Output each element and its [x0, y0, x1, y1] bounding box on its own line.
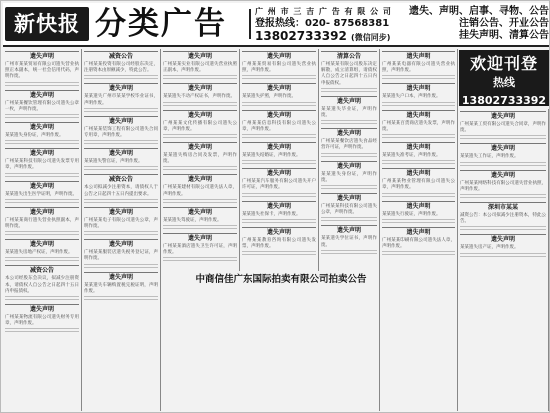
ad-text-lines [321, 217, 377, 222]
ad-body: 某某遗失结婚证，声明作废。 [242, 153, 301, 159]
classified-ad [163, 51, 237, 80]
ad-text-lines [382, 193, 455, 198]
classified-ad [5, 51, 79, 87]
ad-body: 广州某某实业有限公司遗失营业执照正副本，声明作废。 [163, 62, 237, 74]
ad-text-lines [5, 140, 79, 145]
ad-text-lines [5, 173, 79, 178]
ad-body: 广州某某酒店遗失卫生许可证，声明作废。 [163, 244, 237, 256]
ad-text-lines [5, 199, 79, 204]
classified-ad [163, 142, 237, 171]
ad-text-lines [5, 231, 79, 236]
classified-ad [242, 168, 316, 197]
ad-title: 遗失声明 [382, 51, 455, 61]
ad-text-lines [460, 226, 546, 231]
ad-title: 遗失声明 [163, 207, 237, 217]
ad-text-lines [242, 219, 316, 224]
classified-ad [5, 304, 79, 333]
classified-ad [242, 227, 316, 256]
categories-line-2: 注销公告、开业公告 [459, 18, 549, 29]
ad-title: 遗失声明 [84, 116, 158, 126]
ad-title: 遗失声明 [242, 110, 316, 120]
ad-title: 遗失声明 [84, 148, 158, 158]
ad-column [380, 49, 458, 411]
classified-ad [84, 272, 158, 301]
classified-ad [5, 239, 79, 262]
ad-title: 深圳市某某 [460, 202, 546, 212]
ad-body: 广州某某有限公司股东决定解散，成立清算组，请债权人自公告之日起四十五日内申报债权。 [321, 62, 377, 86]
ad-text-lines [460, 162, 546, 167]
ad-title: 遗失声明 [460, 170, 546, 180]
mobile-note: (微信同步) [351, 33, 391, 42]
ad-text-lines [242, 75, 316, 80]
categories-line-1: 遗失、声明、启事、寻物、公告 [409, 6, 549, 17]
ad-text-lines [382, 160, 455, 165]
classified-ad [321, 193, 377, 222]
ad-body: 广州某某餐饮店遗失食品经营许可证，声明作废。 [321, 139, 377, 151]
ad-body: 某某遗失行驶证，声明作废。 [382, 211, 441, 217]
ad-body: 某某遗失毕业证，声明作废。 [321, 106, 377, 119]
ad-text-lines [242, 102, 316, 107]
ad-text-lines [163, 199, 237, 204]
hotline-label: 登报热线： [255, 18, 305, 29]
ad-body: 某某遗失广州市某某学校毕业证书，声明作废。 [84, 94, 158, 106]
ad-text-lines [84, 199, 158, 204]
ad-column [240, 49, 319, 271]
ad-text-lines [242, 160, 316, 165]
masthead-divider [249, 9, 251, 39]
auction-notice-heading: 中商信佳广东国际拍卖有限公司拍卖公告 [191, 271, 371, 285]
ad-body: 某某遗失购房合同及发票，声明作废。 [163, 153, 237, 165]
classified-ad [163, 110, 237, 139]
ad-body: 某某遗失社保卡，声明作废。 [242, 211, 301, 217]
ad-body: 广州某某电器有限公司遗失营业执照，声明作废。 [382, 62, 455, 74]
ad-body: 某某遗失房地产权证，声明作废。 [5, 250, 73, 256]
ad-title: 清算公告 [321, 51, 377, 61]
classified-ad [242, 201, 316, 224]
ad-text-lines [84, 75, 158, 80]
ad-text-lines [5, 296, 79, 301]
ad-title: 遗失声明 [84, 239, 158, 249]
ad-title: 遗失声明 [5, 90, 79, 100]
classified-ad [84, 174, 158, 203]
ad-body: 减资公告：本公司拟减少注册资本，特此公告。 [460, 213, 546, 225]
promo-welcome: 欢迎刊登 [469, 54, 538, 73]
ad-body: 某某遗失护照，声明作废。 [242, 94, 296, 100]
ad-body: 广州某某装饰工程有限公司遗失合同专用章，声明作废。 [84, 126, 158, 139]
ad-text-lines [382, 102, 455, 107]
ad-title: 遗失声明 [163, 142, 237, 152]
classified-ad [84, 51, 158, 80]
classified-ad [460, 170, 546, 199]
ad-body: 某某遗失户口本，声明作废。 [382, 94, 441, 100]
classified-ad [460, 111, 546, 140]
ad-text-lines [382, 251, 455, 256]
classified-ad [460, 234, 546, 257]
ad-title: 遗失声明 [163, 174, 237, 184]
classified-ad [5, 207, 79, 236]
ad-body: 某某遗失房产证，声明作废。 [460, 245, 519, 251]
ad-title: 遗失声明 [321, 128, 377, 138]
ad-title: 遗失声明 [163, 51, 237, 61]
classified-ad [460, 143, 546, 166]
ad-title: 遗失声明 [321, 96, 377, 106]
ad-text-lines [163, 134, 237, 139]
classified-ad [242, 110, 316, 139]
ad-text-lines [382, 219, 455, 224]
ad-text-lines [242, 134, 316, 139]
classified-ad [242, 83, 316, 106]
ad-body: 广州某某文化传播有限公司遗失公章，声明作废。 [163, 120, 237, 132]
classified-ad [321, 51, 377, 93]
ad-text-lines [84, 108, 158, 113]
ad-body: 某某遗失驾驶证，声明作废。 [163, 217, 222, 223]
ad-body: 某某遗失工作证，声明作废。 [460, 154, 519, 160]
ad-title: 遗失声明 [163, 83, 237, 93]
newspaper-logo: 新快报 [5, 7, 89, 41]
ad-title: 遗失声明 [382, 142, 455, 152]
categories-line-3: 挂失声明、清算公告 [459, 30, 549, 41]
classified-ad [242, 142, 316, 165]
ad-body: 某某遗失准考证，声明作废。 [382, 153, 441, 159]
ad-body: 某某遗失车辆购置税完税证明，声明作废。 [84, 282, 158, 294]
ad-title: 减资公告 [84, 174, 158, 184]
ad-title: 遗失声明 [5, 181, 79, 191]
ad-column [161, 49, 240, 271]
ad-title: 遗失声明 [84, 83, 158, 93]
ad-title: 遗失声明 [5, 122, 79, 132]
ad-title: 遗失声明 [382, 110, 455, 120]
ad-body: 广州某某印刷有限公司遗失法人章，声明作废。 [382, 237, 455, 250]
ad-body: 广州某某商行遗失营业执照副本，声明作废。 [5, 217, 79, 230]
mobile-line [255, 30, 405, 44]
ad-title: 遗失声明 [242, 227, 316, 237]
classified-ad [321, 96, 377, 125]
ad-text-lines [5, 328, 79, 333]
ad-text-lines [84, 264, 158, 269]
ad-text-lines [242, 193, 316, 198]
ad-text-lines [460, 194, 546, 199]
ad-text-lines [163, 225, 237, 230]
ad-title: 遗失声明 [321, 225, 377, 235]
classified-ad [84, 239, 158, 268]
ad-body: 广州某某教育咨询有限公司遗失发票，声明作废。 [242, 237, 316, 250]
ad-text-lines [84, 296, 158, 301]
ad-text-lines [382, 134, 455, 139]
ad-title: 遗失声明 [242, 83, 316, 93]
ad-categories [407, 6, 549, 42]
ad-title: 遗失声明 [242, 201, 316, 211]
ad-column [458, 109, 549, 411]
ad-body: 本公司拟减少注册资本，请债权人于公告之日起四十五日内提出要求。 [84, 185, 158, 197]
ad-text-lines [321, 185, 377, 190]
ad-title: 遗失声明 [242, 142, 316, 152]
ad-body: 某某遗失不动产权证书，声明作废。 [163, 94, 235, 100]
ad-text-lines [321, 88, 377, 93]
ad-text-lines [5, 114, 79, 119]
ad-text-lines [321, 120, 377, 125]
promo-box [459, 50, 549, 106]
ad-text-lines [163, 75, 237, 80]
ad-title: 遗失声明 [460, 234, 546, 244]
classified-ad [382, 83, 455, 106]
ad-text-lines [84, 166, 158, 171]
ad-title: 遗失声明 [382, 83, 455, 93]
classified-ad [163, 233, 237, 262]
classified-ad [382, 110, 455, 139]
classified-ad [460, 202, 546, 231]
ad-title: 遗失声明 [5, 207, 79, 217]
ad-body: 广州某某工贸有限公司遗失合同章，声明作废。 [460, 122, 546, 134]
ad-title: 遗失声明 [242, 51, 316, 61]
ad-text-lines [242, 251, 316, 256]
ad-body: 广州某某物业管理有限公司遗失公章，声明作废。 [382, 179, 455, 191]
ad-column [3, 49, 82, 411]
classified-ad [321, 161, 377, 190]
classified-ad [5, 265, 79, 301]
page-title: 分类广告 [95, 6, 227, 42]
classified-ad [163, 83, 237, 106]
ad-body: 广州某某汽车服务有限公司遗失开户许可证，声明作废。 [242, 179, 316, 191]
ad-title: 遗失声明 [382, 168, 455, 178]
ad-text-lines [84, 140, 158, 145]
ad-text-lines [460, 135, 546, 140]
classified-ad [5, 90, 79, 119]
classified-ad [242, 51, 316, 80]
ad-body: 广州某某投资有限公司经股东决定，注册资本由原额减少，特此公告。 [84, 62, 158, 74]
classified-ad [84, 83, 158, 112]
ad-body: 广州某某信息科技有限公司遗失公章，声明作废。 [242, 120, 316, 132]
ad-body: 某某遗失警官证，声明作废。 [84, 159, 143, 165]
classified-ad [321, 128, 377, 157]
ad-body: 广州某某百货商店遗失发票，声明作废。 [382, 120, 455, 132]
ad-body: 某某遗失身份证，声明作废。 [5, 133, 64, 139]
ad-column [82, 49, 161, 411]
ad-body: 广州某某餐饮管理有限公司遗失公章一枚，声明作废。 [5, 100, 79, 112]
ad-text-lines [382, 75, 455, 80]
ad-body: 广州某某电子有限公司遗失公章，声明作废。 [84, 217, 158, 230]
ad-title: 遗失声明 [84, 272, 158, 282]
hotline-number: 020- 87568381 [305, 18, 390, 29]
classified-ad [321, 225, 377, 254]
classified-ad [5, 122, 79, 145]
ad-body: 某某遗失学位证书，声明作废。 [321, 236, 377, 248]
ad-title: 遗失声明 [321, 161, 377, 171]
classified-ad [84, 116, 158, 145]
ad-title: 减资公告 [84, 51, 158, 61]
ad-title: 遗失声明 [5, 148, 79, 158]
ad-body: 广州某某科技有限公司遗失发票专用章，声明作废。 [5, 159, 79, 171]
classified-ad [84, 207, 158, 236]
ad-title: 遗失声明 [242, 168, 316, 178]
classified-ad [382, 51, 455, 80]
classified-ad [382, 142, 455, 165]
ad-title: 遗失声明 [460, 111, 546, 121]
ad-body: 广州某某网络科技有限公司遗失营业执照，声明作废。 [460, 180, 546, 192]
classified-ad [382, 201, 455, 224]
ad-title: 遗失声明 [163, 110, 237, 120]
ad-title: 遗失声明 [84, 207, 158, 217]
ad-body: 广州某某建材有限公司遗失法人章，声明作废。 [163, 185, 237, 197]
promo-hotline: 热线13802733392 [461, 76, 547, 107]
ad-title: 遗失声明 [382, 227, 455, 237]
mobile-number: 13802733392 [255, 29, 347, 43]
classified-ad [5, 148, 79, 177]
ad-text-lines [5, 82, 79, 87]
company-name: 广 州 市 三 吉 广 告 有 限 公 司 [255, 7, 392, 16]
classified-ad [163, 174, 237, 203]
ad-body: 广州某某物流有限公司遗失财务专用章，声明作废。 [5, 315, 79, 327]
classified-ad [84, 148, 158, 171]
ad-title: 减资公告 [5, 265, 79, 275]
ad-title: 遗失声明 [5, 239, 79, 249]
ad-title: 遗失声明 [163, 233, 237, 243]
ad-body: 某某遗失身份证，声明作废。 [321, 171, 377, 183]
masthead [3, 3, 549, 47]
ad-text-lines [460, 253, 546, 258]
ad-title: 遗失声明 [382, 201, 455, 211]
ad-text-lines [163, 257, 237, 262]
ad-body: 本公司经股东会决议，拟减少注册资本，请债权人自公告之日起四十五日内申报债权。 [5, 276, 79, 294]
ad-title: 遗失声明 [460, 143, 546, 153]
ad-text-lines [321, 250, 377, 255]
ad-text-lines [321, 153, 377, 158]
classified-ad [382, 227, 455, 256]
classified-ad [382, 168, 455, 197]
ad-body: 广州市某某贸易有限公司遗失营业执照正本副本，统一社会信用代码，声明作废。 [5, 62, 79, 80]
ad-body: 广州某某服装店遗失税务登记证，声明作废。 [84, 250, 158, 262]
ad-text-lines [84, 231, 158, 236]
ad-body: 某某遗失出生医学证明，声明作废。 [5, 191, 77, 197]
ad-text-lines [5, 257, 79, 262]
ad-title: 遗失声明 [5, 304, 79, 314]
ad-title: 遗失声明 [321, 193, 377, 203]
classified-ad [5, 181, 79, 204]
ad-title: 遗失声明 [5, 51, 79, 61]
contact-info [255, 6, 405, 44]
ad-column [319, 49, 380, 411]
ad-text-lines [163, 166, 237, 171]
ad-text-lines [163, 102, 237, 107]
ad-body: 广州某某贸易有限公司遗失营业执照，声明作废。 [242, 62, 316, 74]
ad-body: 广州某某科技有限公司遗失公章，声明作废。 [321, 204, 377, 216]
classified-ad [163, 207, 237, 230]
